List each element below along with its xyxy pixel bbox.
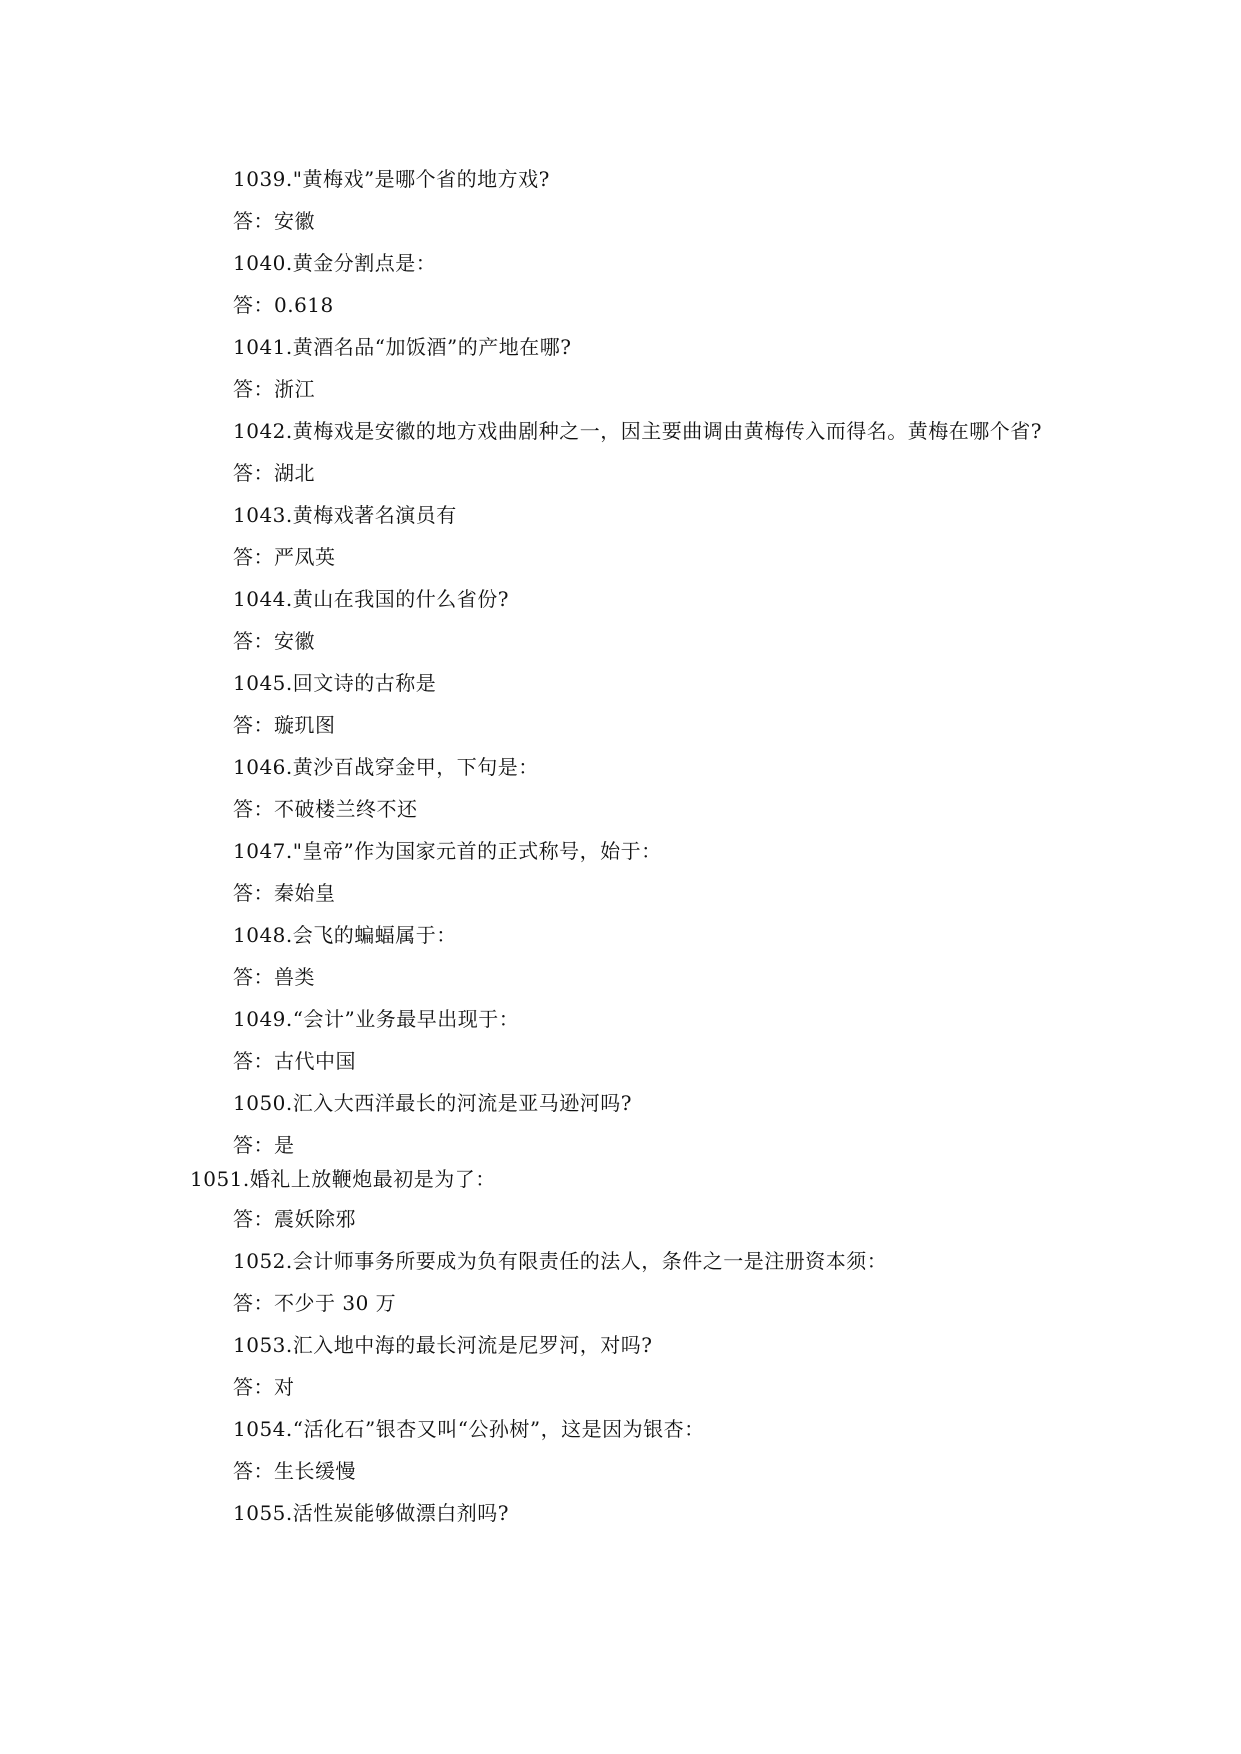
answer-1042: 答：湖北 xyxy=(233,461,315,485)
question-1044: 1044.黄山在我国的什么省份? xyxy=(233,587,509,611)
answer-1039: 答：安徽 xyxy=(233,209,315,233)
question-1041: 1041.黄酒名品“加饭酒”的产地在哪? xyxy=(233,335,572,359)
answer-1047: 答：秦始皇 xyxy=(233,881,336,905)
answer-1051: 答：震妖除邪 xyxy=(233,1207,356,1231)
answer-1050: 答：是 xyxy=(233,1133,295,1157)
answer-1045: 答：璇玑图 xyxy=(233,713,336,737)
question-1054: 1054.“活化石”银杏又叫“公孙树”，这是因为银杏： xyxy=(233,1417,705,1441)
question-1042: 1042.黄梅戏是安徽的地方戏曲剧种之一，因主要曲调由黄梅传入而得名。黄梅在哪个省? xyxy=(233,419,1042,443)
question-1049: 1049.“会计”业务最早出现于： xyxy=(233,1007,520,1031)
answer-1043: 答：严凤英 xyxy=(233,545,336,569)
question-1052: 1052.会计师事务所要成为负有限责任的法人，条件之一是注册资本须： xyxy=(233,1249,888,1273)
question-1043: 1043.黄梅戏著名演员有 xyxy=(233,503,457,527)
answer-1040: 答：0.618 xyxy=(233,293,334,317)
question-1053: 1053.汇入地中海的最长河流是尼罗河，对吗? xyxy=(233,1333,653,1357)
qa-list xyxy=(190,158,1060,1534)
question-1040: 1040.黄金分割点是： xyxy=(233,251,437,275)
answer-1046: 答：不破楼兰终不还 xyxy=(233,797,418,821)
answer-1054: 答：生长缓慢 xyxy=(233,1459,356,1483)
question-1050: 1050.汇入大西洋最长的河流是亚马逊河吗? xyxy=(233,1091,632,1115)
question-1048: 1048.会飞的蝙蝠属于： xyxy=(233,923,457,947)
answer-1049: 答：古代中国 xyxy=(233,1049,356,1073)
answer-1041: 答：浙江 xyxy=(233,377,315,401)
question-1039: 1039."黄梅戏”是哪个省的地方戏? xyxy=(233,167,550,191)
answer-1053: 答：对 xyxy=(233,1375,295,1399)
answer-1048: 答：兽类 xyxy=(233,965,315,989)
question-1045: 1045.回文诗的古称是 xyxy=(233,671,437,695)
question-1047: 1047."皇帝”作为国家元首的正式称号，始于： xyxy=(233,839,662,863)
question-1055: 1055.活性炭能够做漂白剂吗? xyxy=(233,1501,509,1525)
answer-1044: 答：安徽 xyxy=(233,629,315,653)
question-1051: 1051.婚礼上放鞭炮最初是为了： xyxy=(190,1167,496,1191)
question-1046: 1046.黄沙百战穿金甲，下句是： xyxy=(233,755,539,779)
answer-1052: 答：不少于 30 万 xyxy=(233,1291,397,1315)
